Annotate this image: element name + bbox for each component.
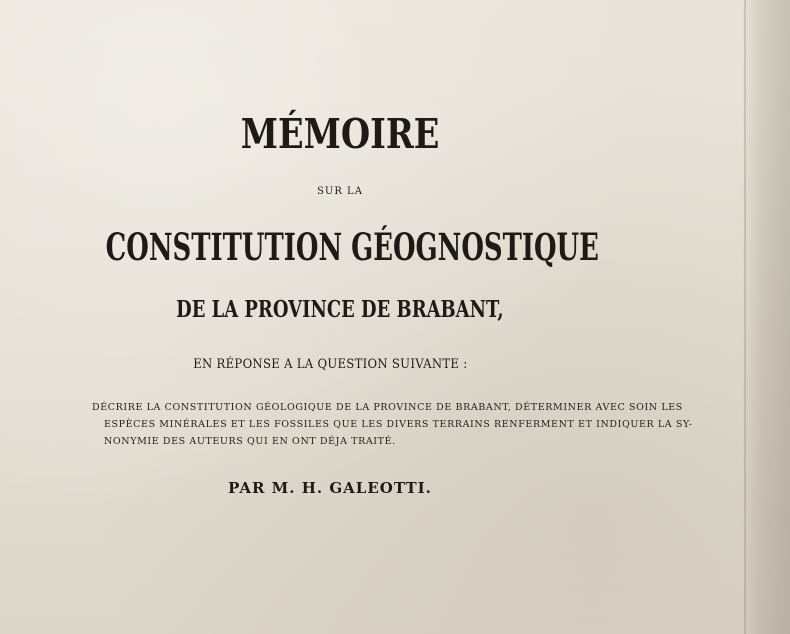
response-line xyxy=(0,357,660,372)
binding-shadow xyxy=(742,0,790,634)
subtitle-line-1-text: CONSTITUTION GÉOGNOSTIQUE xyxy=(105,225,599,269)
subtitle-line-1 xyxy=(0,225,670,269)
question-line-2: ESPÈCES MINÉRALES ET LES FOSSILES QUE LES DIVERS TERRAINS RENFERMENT ET INDIQUER LA SY- xyxy=(104,419,693,430)
document-title-text: MÉMOIRE xyxy=(240,110,440,158)
subtitle-line-2 xyxy=(0,296,680,323)
document-title xyxy=(0,110,680,158)
question-line-3: NONYMIE DES AUTEURS QUI EN ONT DÉJA TRAITÉ. xyxy=(104,436,396,447)
author-line: PAR M. H. GALEOTTI. xyxy=(228,479,432,497)
response-line-text: EN RÉPONSE A LA QUESTION SUIVANTE : xyxy=(192,357,468,372)
subtitle-line-2-text: DE LA PROVINCE DE BRABANT, xyxy=(176,296,504,323)
question-line-1: DÉCRIRE LA CONSTITUTION GÉOLOGIQUE DE LA PROVINCE DE BRABANT, DÉTERMINER AVEC SOIN LES xyxy=(92,402,683,413)
sur-la-label: SUR LA xyxy=(317,186,363,197)
